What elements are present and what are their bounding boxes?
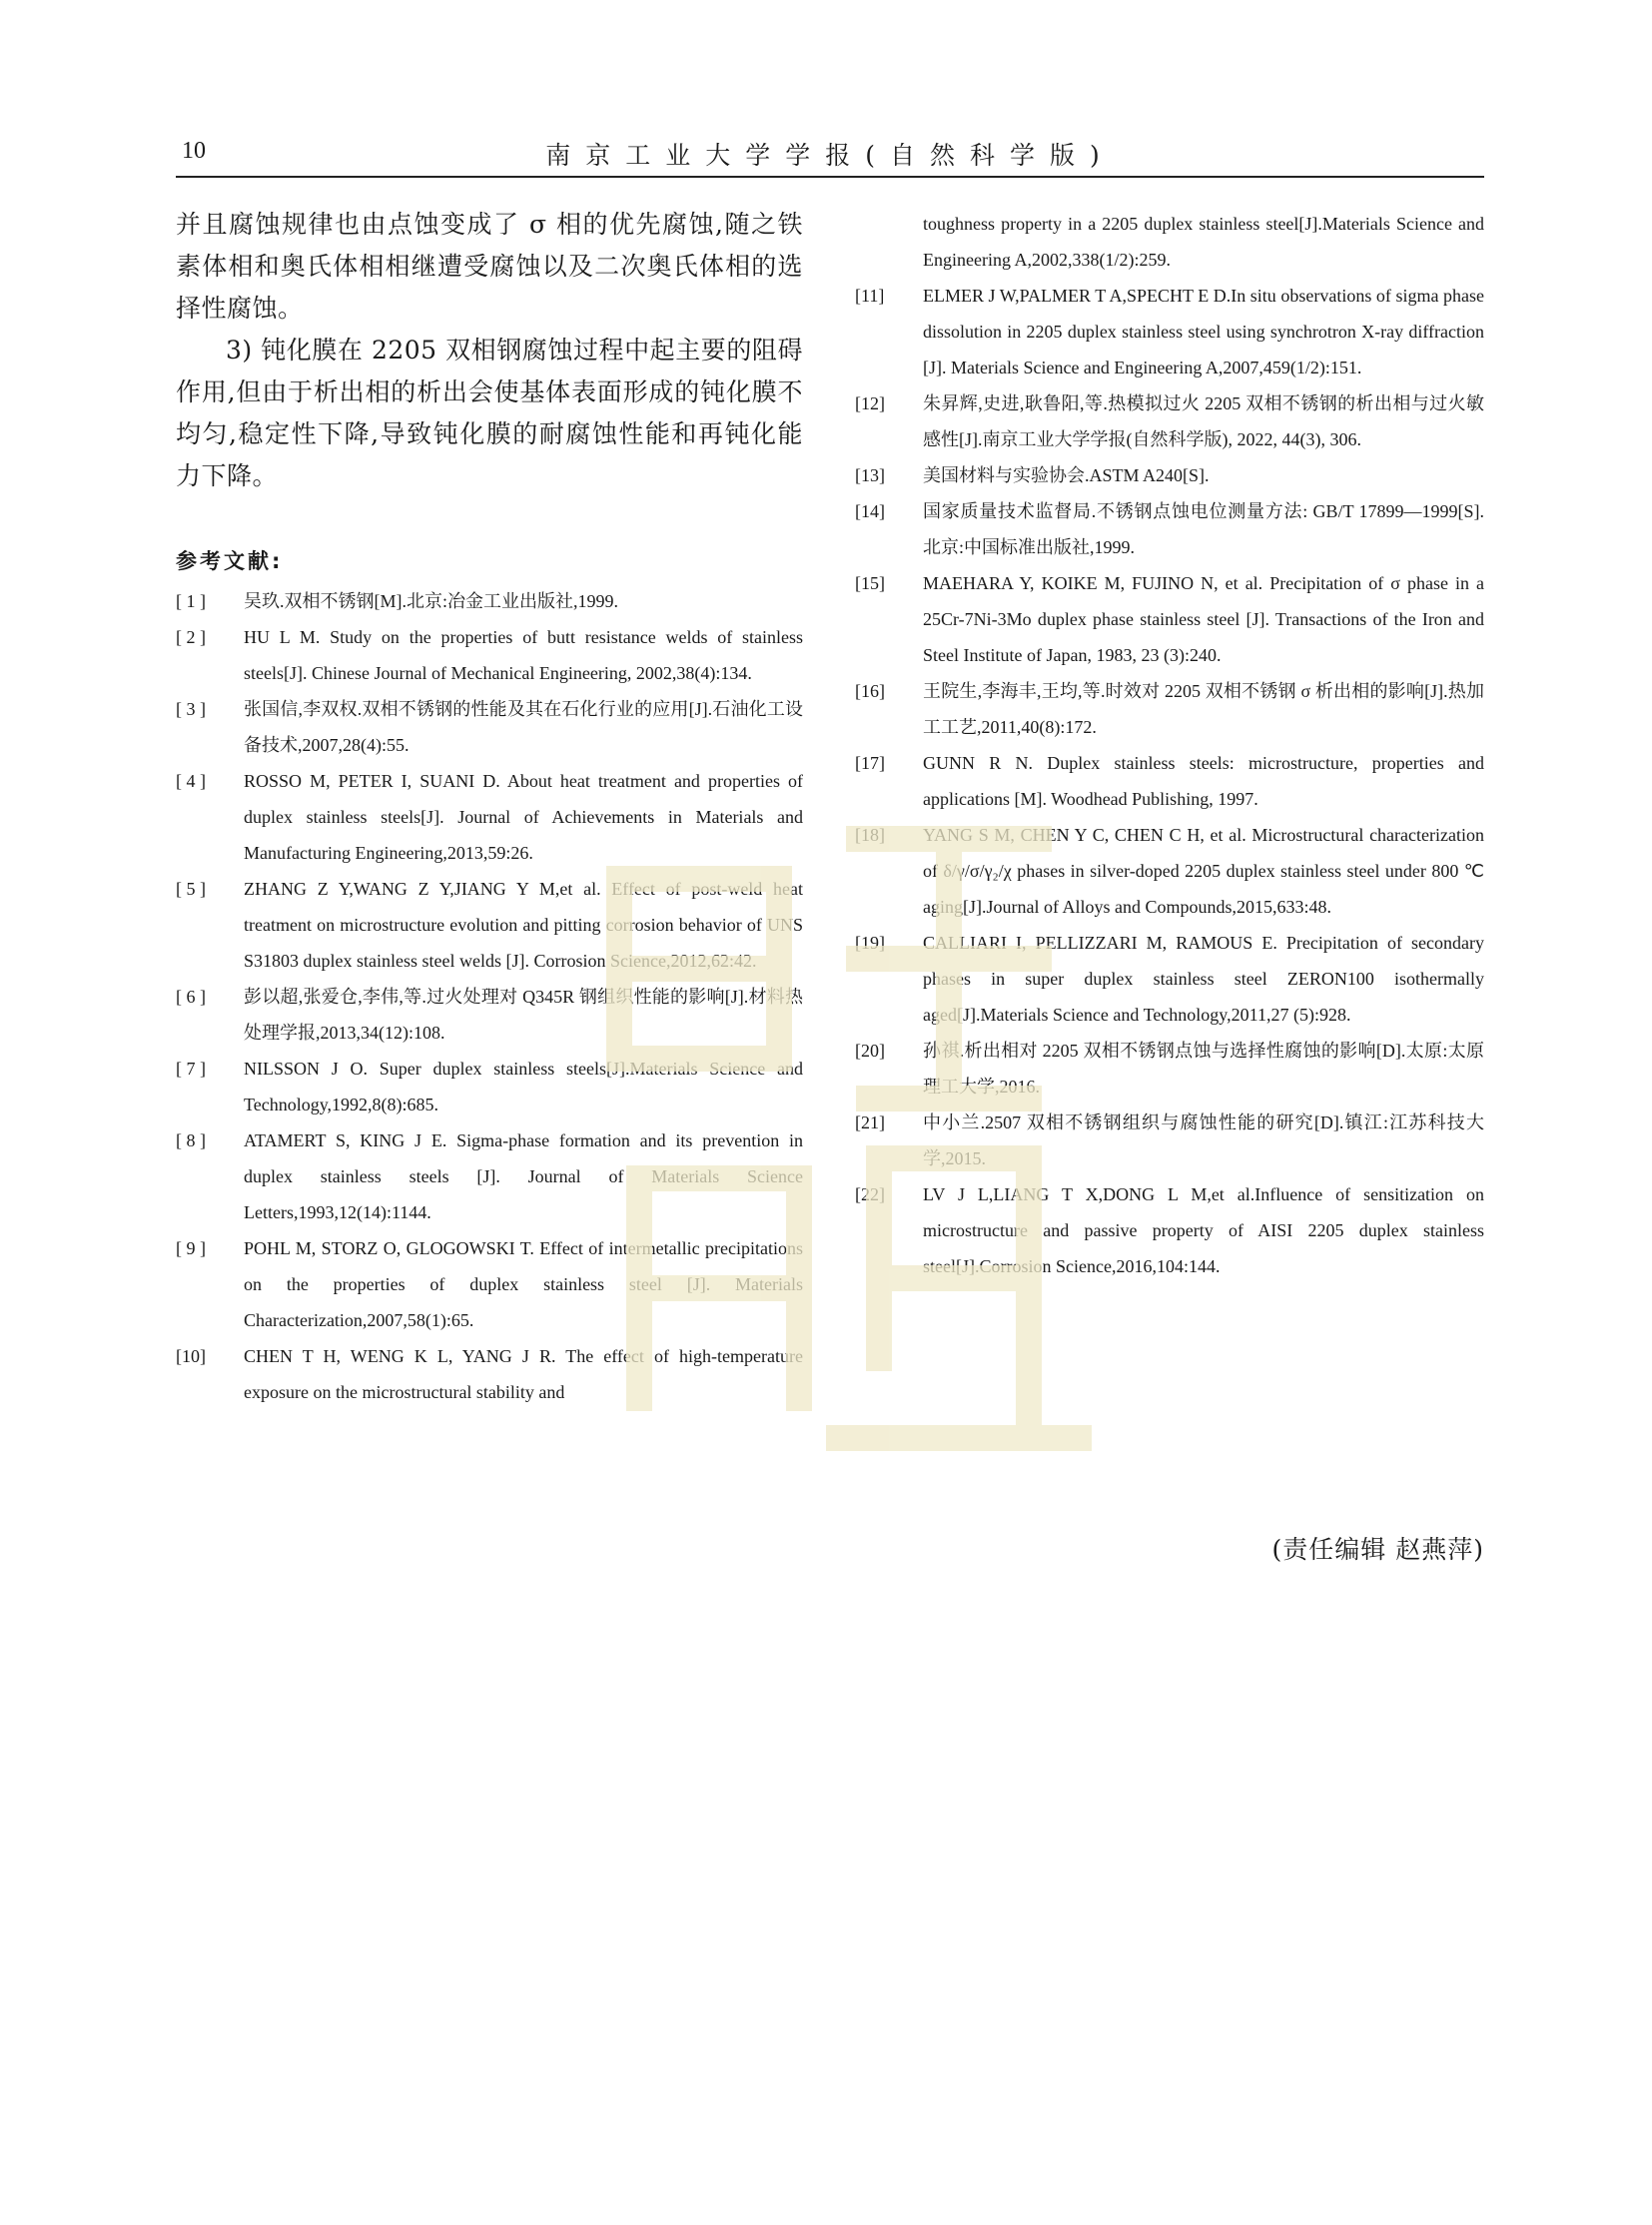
reference-item <box>176 1051 803 1122</box>
reference-item <box>855 673 1484 745</box>
reference-item <box>855 385 1484 457</box>
reference-item <box>176 979 803 1051</box>
reference-number: [11] <box>855 286 885 306</box>
reference-text: 彭以超,张爱仓,李伟,等.过火处理对 Q345R 钢组织性能的影响[J].材料热处理学报,2013,34(12):108. <box>244 987 803 1043</box>
reference-number: [16] <box>855 681 885 701</box>
reference-text: MAEHARA Y, KOIKE M, FUJINO N, et al. Precipitation of σ phase in a 25Cr-7Ni-3Mo duplex phase stainless steel [J]. Transactions of the Iron and Steel Institute of Japan, 1983, 23 (3):240. <box>923 573 1484 665</box>
reference-list-left <box>176 583 803 1410</box>
reference-text: 美国材料与实验协会.ASTM A240[S]. <box>923 465 1210 485</box>
reference-text: ROSSO M, PETER I, SUANI D. About heat treatment and properties of duplex stainless steels[J]. Journal of Achievements in Materials and Manufacturing Engineering,2013,59:26. <box>244 771 803 863</box>
reference-item <box>855 925 1484 1033</box>
body-paragraph: 并且腐蚀规律也由点蚀变成了 σ 相的优先腐蚀,随之铁素体相和奥氏体相相继遭受腐蚀以及二次奥氏体相的选择性腐蚀。 <box>176 210 803 323</box>
reference-text: 中小兰.2507 双相不锈钢组织与腐蚀性能的研究[D].镇江:江苏科技大学,2015. <box>923 1112 1484 1168</box>
left-column <box>176 204 803 1410</box>
references-heading: 参考文献: <box>176 549 284 573</box>
reference-list-right <box>855 206 1484 1284</box>
reference-text: 吴玖.双相不锈钢[M].北京:冶金工业出版社,1999. <box>244 591 618 611</box>
reference-number <box>855 206 923 278</box>
reference-number: [12] <box>855 393 885 413</box>
reference-number: [10] <box>176 1346 206 1366</box>
right-column <box>855 206 1484 1284</box>
reference-number: [ 5 ] <box>176 879 206 899</box>
reference-item <box>855 1033 1484 1105</box>
journal-title: 南京工业大学学报(自然科学版) <box>545 141 1115 170</box>
reference-number: [17] <box>855 753 885 773</box>
reference-text: CHEN T H, WENG K L, YANG J R. The effect of high-temperature exposure on the microstructural stability and <box>244 1346 803 1402</box>
reference-number: [ 3 ] <box>176 699 206 719</box>
reference-item <box>176 763 803 871</box>
body-paragraph: 3) 钝化膜在 2205 双相钢腐蚀过程中起主要的阻碍作用,但由于析出相的析出会使基体表面形成的钝化膜不均匀,稳定性下降,导致钝化膜的耐腐蚀性能和再钝化能力下降。 <box>176 336 803 490</box>
reference-item <box>176 1122 803 1230</box>
reference-number: [22] <box>855 1184 885 1204</box>
reference-text: YANG S M, CHEN Y C, CHEN C H, et al. Microstructural characterization of δ/γ/σ/γ₂/χ phases in silver-doped 2205 duplex stainless steel under 800 ℃ aging[J].Journal of Alloys and Compounds,2015,633:48. <box>923 825 1484 917</box>
reference-number: [ 7 ] <box>176 1059 206 1079</box>
reference-item <box>855 1176 1484 1284</box>
running-header <box>176 132 1484 178</box>
reference-number: [18] <box>855 825 885 845</box>
reference-text: POHL M, STORZ O, GLOGOWSKI T. Effect of intermetallic precipitations on the properties of duplex stainless steel [J]. Materials Characterization,2007,58(1):65. <box>244 1238 803 1330</box>
reference-number: [13] <box>855 465 885 485</box>
reference-text: ZHANG Z Y,WANG Z Y,JIANG Y M,et al. Effect of post-weld heat treatment on microstructure evolution and pitting corrosion behavior of UNS S31803 duplex stainless steel welds [J]. Corrosion Science,2012,62:42. <box>244 879 803 971</box>
reference-item <box>855 278 1484 385</box>
reference-text: NILSSON J O. Super duplex stainless steels[J].Materials Science and Technology,1992,8(8):685. <box>244 1059 803 1114</box>
reference-text: 朱昇辉,史进,耿鲁阳,等.热模拟过火 2205 双相不锈钢的析出相与过火敏感性[J].南京工业大学学报(自然科学版), 2022, 44(3), 306. <box>923 393 1484 449</box>
reference-text: HU L M. Study on the properties of butt resistance welds of stainless steels[J]. Chinese Journal of Mechanical Engineering, 2002,38(4):134. <box>244 627 803 683</box>
reference-number: [ 9 ] <box>176 1238 206 1258</box>
reference-text: GUNN R N. Duplex stainless steels: microstructure, properties and applications [M]. Woodhead Publishing, 1997. <box>923 753 1484 809</box>
reference-text: 国家质量技术监督局.不锈钢点蚀电位测量方法: GB/T 17899—1999[S].北京:中国标准出版社,1999. <box>923 501 1484 557</box>
responsible-editor: (责任编辑 赵燕萍) <box>1271 1535 1484 1564</box>
reference-text: LV J L,LIANG T X,DONG L M,et al.Influence of sensitization on microstructure and passive property of AISI 2205 duplex stainless steel[J].Corrosion Science,2016,104:144. <box>923 1184 1484 1276</box>
reference-number: [ 4 ] <box>176 771 206 791</box>
reference-text: 王院生,李海丰,王均,等.时效对 2205 双相不锈钢 σ 析出相的影响[J].热加工工艺,2011,40(8):172. <box>923 681 1484 737</box>
reference-item <box>176 1338 803 1410</box>
reference-item <box>855 1105 1484 1176</box>
reference-number: [14] <box>855 501 885 521</box>
reference-item <box>176 871 803 979</box>
reference-item <box>855 493 1484 565</box>
reference-text: toughness property in a 2205 duplex stainless steel[J].Materials Science and Engineering A,2002,338(1/2):259. <box>923 214 1484 270</box>
reference-number: [ 1 ] <box>176 591 206 611</box>
reference-number: [ 6 ] <box>176 987 206 1007</box>
reference-number: [19] <box>855 933 885 953</box>
reference-item <box>176 583 803 619</box>
reference-item <box>176 619 803 691</box>
reference-number: [20] <box>855 1041 885 1061</box>
reference-item <box>176 1230 803 1338</box>
reference-text: ELMER J W,PALMER T A,SPECHT E D.In situ observations of sigma phase dissolution in 2205 duplex stainless steel using synchrotron X-ray diffraction [J]. Materials Science and Engineering A,2007,459(1/2):151. <box>923 286 1484 377</box>
page-number: 10 <box>182 138 206 164</box>
reference-item <box>855 565 1484 673</box>
reference-number: [15] <box>855 573 885 593</box>
reference-item <box>855 206 1484 278</box>
reference-number: [ 2 ] <box>176 627 206 647</box>
reference-text: ATAMERT S, KING J E. Sigma-phase formation and its prevention in duplex stainless steels [J]. Journal of Materials Science Letters,1993,12(14):1144. <box>244 1130 803 1222</box>
reference-number: [21] <box>855 1112 885 1132</box>
reference-item <box>855 817 1484 925</box>
reference-text: 张国信,李双权.双相不锈钢的性能及其在石化行业的应用[J].石油化工设备技术,2007,28(4):55. <box>244 699 803 755</box>
reference-text: CALLIARI I, PELLIZZARI M, RAMOUS E. Precipitation of secondary phases in super duplex stainless steel ZERON100 isothermally aged[J].Materials Science and Technology,2011,27 (5):928. <box>923 933 1484 1025</box>
reference-number: [ 8 ] <box>176 1130 206 1150</box>
reference-item <box>855 457 1484 493</box>
reference-item <box>176 691 803 763</box>
reference-text: 孙祺.析出相对 2205 双相不锈钢点蚀与选择性腐蚀的影响[D].太原:太原理工大学,2016. <box>923 1041 1484 1097</box>
reference-item <box>855 745 1484 817</box>
